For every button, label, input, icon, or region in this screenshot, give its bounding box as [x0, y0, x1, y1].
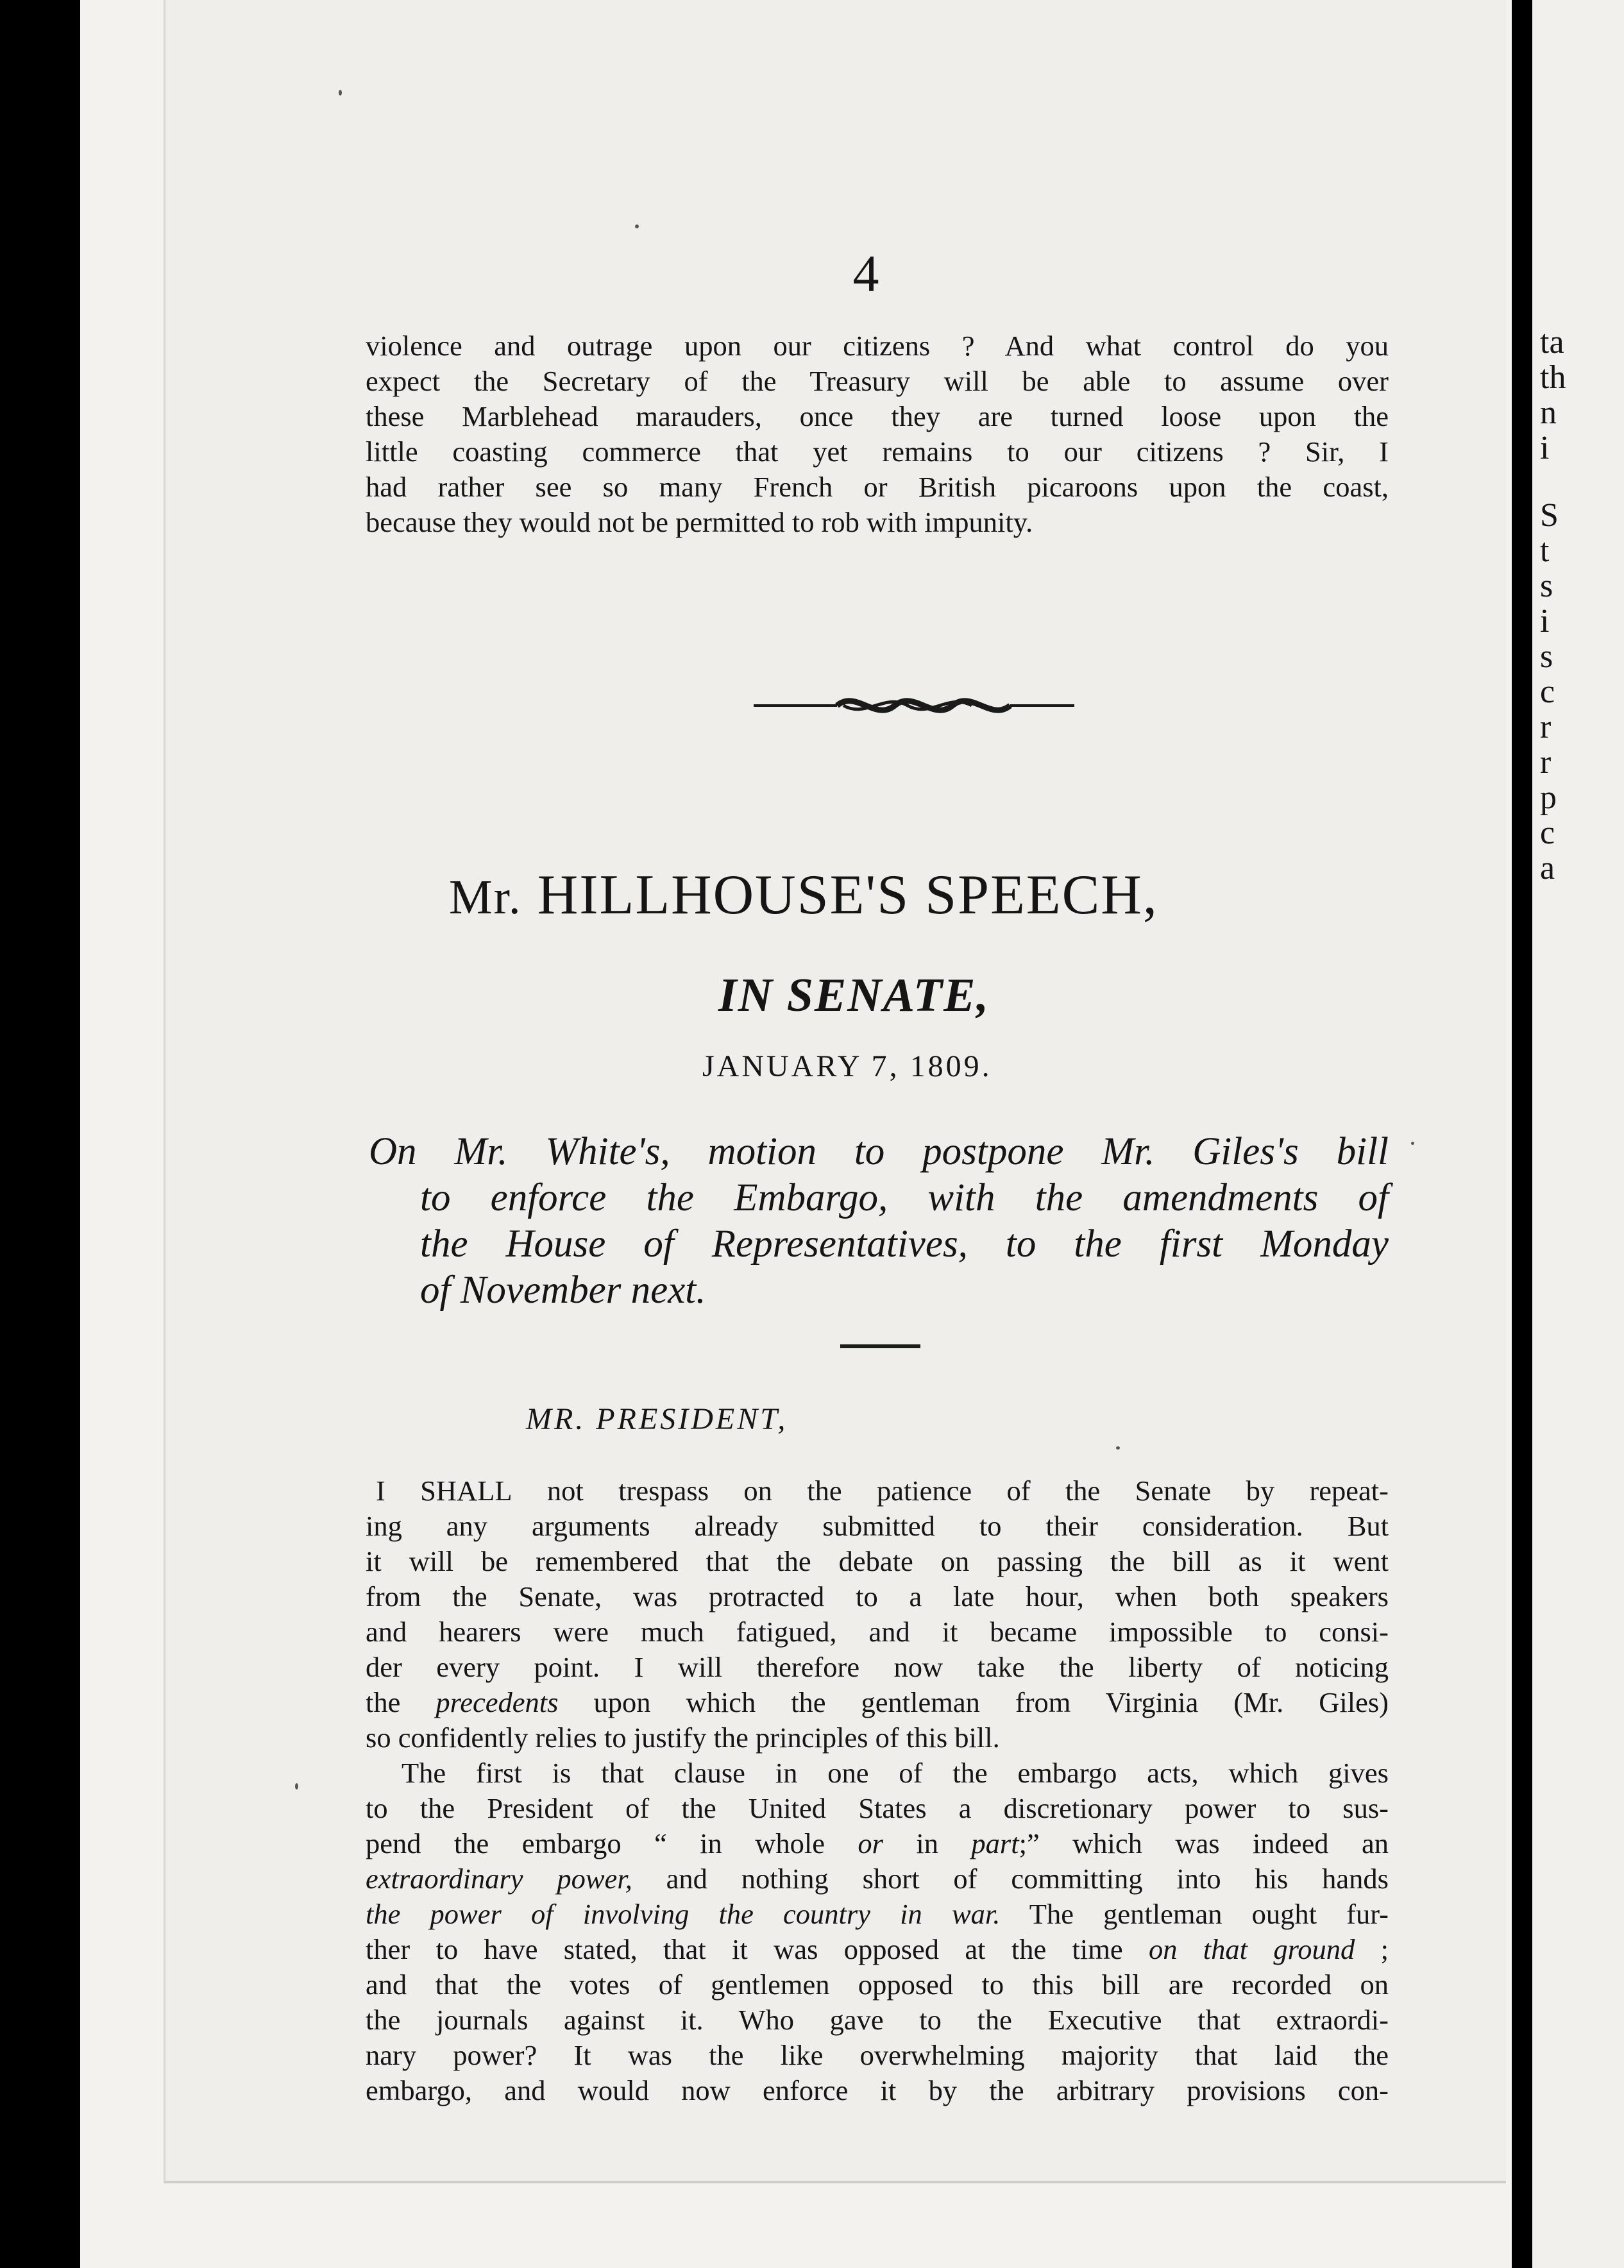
scan-border-left: [0, 0, 80, 2268]
facing-page-edge: [1532, 0, 1624, 2268]
short-rule: [840, 1344, 920, 1348]
ornament-divider: [754, 686, 1074, 725]
paper-speck: [1116, 1446, 1120, 1450]
text-line: had rather see so many French or British picaroons upon the coast,: [366, 471, 1389, 503]
text-line: so confidently relies to justify the principles of this bill.: [366, 1722, 1000, 1754]
page-number: 4: [852, 244, 879, 303]
text-line: from the Senate, was protracted to a late hour, when both speakers: [366, 1580, 1389, 1612]
facing-page-fragment: c: [1540, 815, 1555, 851]
text-span: pend the embargo “ in whole: [366, 1827, 858, 1859]
text-line: these Marblehead marauders, once they are turned loose upon the: [366, 400, 1389, 432]
emphasis: part: [971, 1827, 1019, 1859]
drop-word: I SHALL: [376, 1475, 512, 1507]
text-span: and nothing short of committing into his hands: [632, 1863, 1389, 1895]
paper-speck: [295, 1783, 298, 1790]
text-line: [366, 1826, 1389, 1861]
title-prefix: Mr.: [449, 870, 522, 924]
text-span: in: [883, 1827, 972, 1859]
text-line: to the President of the United States a discretionary power to sus-: [366, 1792, 1389, 1824]
venue-heading: IN SENATE,: [718, 969, 990, 1022]
facing-page-fragment: ta: [1540, 324, 1564, 360]
facing-page-fragment: s: [1540, 568, 1553, 604]
facing-page-fragment: th: [1540, 359, 1566, 396]
paper-speck: [339, 90, 342, 96]
facing-page-fragment: t: [1540, 532, 1550, 569]
text-span: ;” which was indeed an: [1019, 1827, 1389, 1859]
motion-line: the House of Representatives, to the first Monday: [420, 1223, 1389, 1265]
text-line: and that the votes of gentlemen opposed to this bill are recorded on: [366, 1968, 1389, 2001]
text-line: der every point. I will therefore now take the liberty of noticing: [366, 1651, 1389, 1683]
facing-page-fragment: i: [1540, 430, 1550, 466]
facing-page-fragment: i: [1540, 603, 1550, 639]
text-line: violence and outrage upon our citizens ? And what control do you: [366, 330, 1389, 362]
emphasis: on that ground: [1148, 1933, 1355, 1965]
book-gutter: [1512, 0, 1532, 2268]
text-line: [366, 1861, 1389, 1897]
text-line: [366, 1685, 1389, 1720]
text-line: nary power? It was the like overwhelming majority that laid the: [366, 2039, 1389, 2071]
emphasis: the power of involving the country in war.: [366, 1898, 1001, 1930]
title-name: HILLHOUSE'S SPEECH,: [537, 864, 1158, 926]
emphasis: precedents: [436, 1686, 559, 1718]
facing-page-fragment: a: [1540, 850, 1555, 886]
text-span: ;: [1355, 1933, 1389, 1965]
motion-line: to enforce the Embargo, with the amendments of: [420, 1176, 1389, 1219]
text-line: ing any arguments already submitted to their consideration. But: [366, 1510, 1389, 1542]
text-line: and hearers were much fatigued, and it became impossible to consi-: [366, 1616, 1389, 1648]
facing-page-fragment: r: [1540, 744, 1552, 781]
facing-page-fragment: p: [1540, 779, 1557, 816]
text-line: [366, 1897, 1389, 1932]
facing-page-fragment: r: [1540, 709, 1552, 745]
salutation: MR. PRESIDENT,: [526, 1402, 788, 1436]
text-line: little coasting commerce that yet remains to our citizens ? Sir, I: [366, 436, 1389, 468]
emphasis: extraordinary power,: [366, 1863, 632, 1895]
opening-paragraph: [366, 328, 1389, 540]
motion-line: of November next.: [420, 1269, 706, 1312]
text-line: [366, 1473, 1389, 1509]
text-span: not trespass on the patience of the Senate by repeat-: [512, 1475, 1389, 1507]
text-span: The gentleman ought fur-: [1000, 1898, 1389, 1930]
speech-body: [366, 1473, 1389, 2108]
paper-speck: [635, 224, 639, 228]
speech-title: [449, 863, 1308, 927]
text-span: ther to have stated, that it was opposed at the time: [366, 1933, 1149, 1965]
text-line: it will be remembered that the debate on passing the bill as it went: [366, 1545, 1389, 1577]
text-line: expect the Secretary of the Treasury will be able to assume over: [366, 365, 1389, 397]
text-line: [366, 1932, 1389, 1967]
facing-page-fragment: S: [1540, 497, 1559, 534]
facing-page-fragment: c: [1540, 673, 1555, 710]
text-span: the: [366, 1686, 436, 1718]
speech-date: JANUARY 7, 1809.: [702, 1049, 992, 1083]
text-line: The first is that clause in one of the embargo acts, which gives: [402, 1757, 1389, 1789]
facing-page-fragment: n: [1540, 394, 1557, 431]
motion-line: On Mr. White's, motion to postpone Mr. Giles's bill: [369, 1130, 1389, 1173]
paper-speck: [1411, 1142, 1414, 1145]
text-line: because they would not be permitted to rob with impunity.: [366, 506, 1033, 538]
facing-page-fragment: s: [1540, 638, 1553, 675]
text-span: upon which the gentleman from Virginia (Mr. Giles): [558, 1686, 1389, 1718]
motion-description: [369, 1129, 1389, 1314]
emphasis: or: [858, 1827, 883, 1859]
text-line: embargo, and would now enforce it by the arbitrary provisions con-: [366, 2074, 1389, 2106]
text-line: the journals against it. Who gave to the Executive that extraordi-: [366, 2004, 1389, 2036]
